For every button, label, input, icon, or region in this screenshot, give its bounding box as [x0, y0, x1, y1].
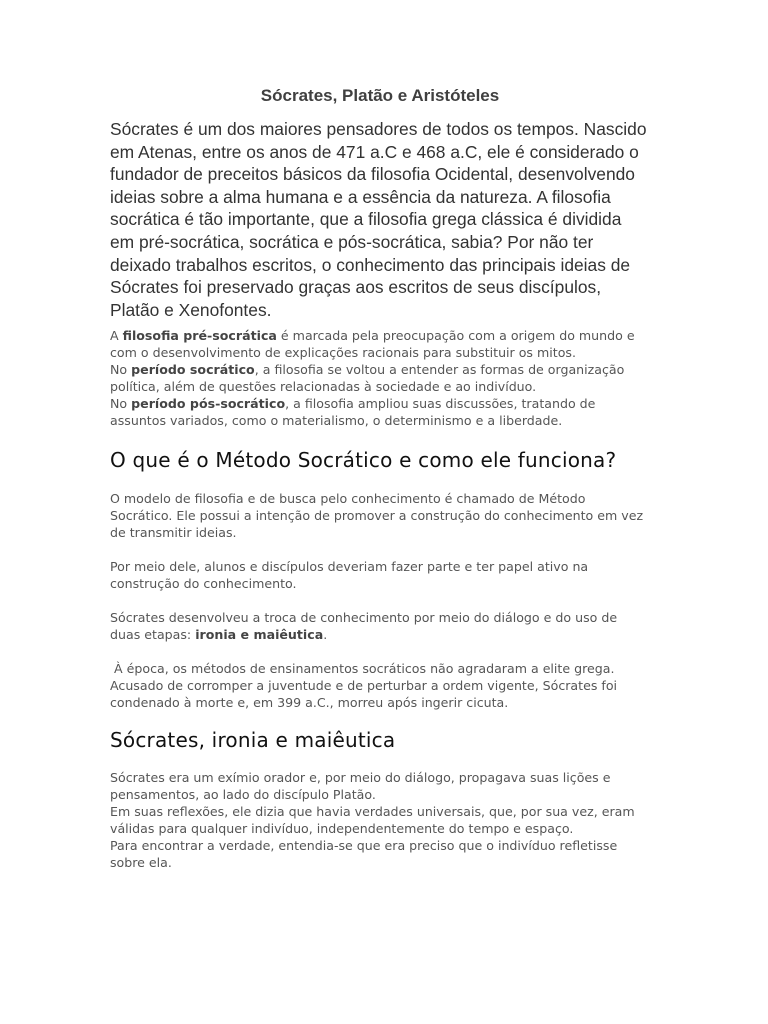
metodo-paragraph-4: À época, os métodos de ensinamentos socráticos não agradaram a elite grega. Acusado de corromper a juventude e de perturbar a ordem vigente, Sócrates foi condenado à morte e, em 399 a.C., morreu após ingerir cicuta. [110, 661, 622, 711]
ironia-paragraph-2: Em suas reflexões, ele dizia que havia verdades universais, que, por sua vez, eram válidas para qualquer indivíduo, independentemente do tempo e espaço. [110, 804, 635, 837]
period-text: é marcada pela preocupação com a origem do mundo e com o desenvolvimento de explicações racionais para substituir os mitos. [110, 328, 635, 361]
document-title: Sócrates, Platão e Aristóteles [260, 86, 500, 105]
metodo-paragraph-2: Por meio dele, alunos e discípulos deveriam fazer parte e ter papel ativo na construção do conhecimento. [110, 559, 589, 592]
metodo-paragraph-1: O modelo de filosofia e de busca pelo conhecimento é chamado de Método Socrático. Ele possui a intenção de promover a construção do conhecimento em vez de transmitir ideias. [110, 491, 644, 541]
ironia-paragraph-3: Para encontrar a verdade, entendia-se que era preciso que o indivíduo refletisse sobre ela. [110, 838, 618, 871]
metodo-p3-text: Sócrates desenvolveu a troca de conhecimento por meio do diálogo e do uso de duas etapas: [110, 610, 618, 643]
period-prefix: No [110, 396, 132, 412]
section-heading-ironia: Sócrates, ironia e maiêutica [110, 728, 396, 753]
period-term: filosofia pré-socrática [122, 328, 277, 344]
section-heading-metodo: O que é o Método Socrático e como ele funciona? [110, 448, 617, 473]
period-term: período socrático [131, 362, 255, 378]
period-prefix: No [110, 362, 132, 378]
period-text: , a filosofia se voltou a entender as formas de organização política, além de questões relacionadas à sociedade e ao indivíduo. [110, 362, 625, 395]
period-term: período pós-socrático [131, 396, 286, 412]
period-socratic [110, 361, 650, 395]
intro-paragraph: Sócrates é um dos maiores pensadores de todos os tempos. Nascido em Atenas, entre os anos de 471 a.C e 468 a.C, ele é considerado o fundador de preceitos básicos da filosofia Ocidental, desenvolvendo ideias sobre a alma humana e a essência da natureza. A filosofia socrática é tão importante, que a filosofia grega clássica é dividida em pré-socrática, socrática e pós-socrática, sabia? Por não ter deixado trabalhos escritos, o conhecimento das principais ideias de Sócrates foi preservado graças aos escritos de seus discípulos, Platão e Xenofontes. [110, 119, 647, 320]
periods-block [110, 327, 650, 429]
document-page [110, 84, 650, 871]
metodo-p3-end: . [323, 627, 328, 643]
ironia-paragraph-1: Sócrates era um exímio orador e, por meio do diálogo, propagava suas lições e pensamentos, ao lado do discípulo Platão. [110, 770, 611, 803]
metodo-paragraph-3 [110, 609, 650, 643]
period-post-socratic [110, 395, 650, 429]
period-prefix: A [110, 328, 123, 344]
period-pre-socratic [110, 327, 650, 361]
metodo-p3-term: ironia e maiêutica [195, 627, 324, 643]
period-text: , a filosofia ampliou suas discussões, tratando de assuntos variados, como o materialismo, o determinismo e a liberdade. [110, 396, 596, 429]
